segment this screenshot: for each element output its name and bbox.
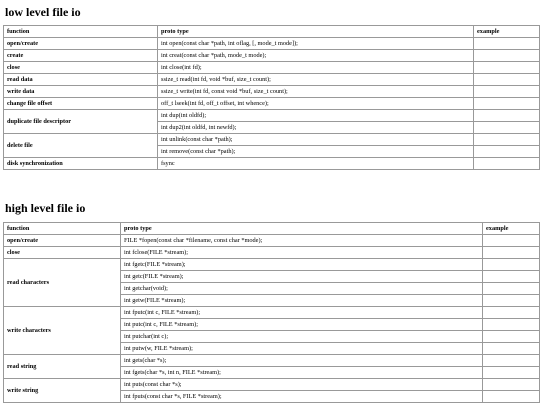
example-cell (483, 307, 540, 319)
prototype-cell: int remove(const char *path); (158, 146, 474, 158)
function-name-cell: open/create (4, 38, 158, 50)
table-row (4, 235, 540, 247)
example-cell (483, 343, 540, 355)
header-row (4, 223, 540, 235)
low-level-io-table (3, 25, 540, 170)
high-level-io-table (3, 222, 540, 403)
prototype-cell: int fputs(const char *s, FILE *stream); (121, 391, 483, 403)
function-name-cell: write data (4, 86, 158, 98)
prototype-cell: int open(const char *path, int oflag, [, mode_t mode]); (158, 38, 474, 50)
section-title-low-level: low level file io (5, 5, 81, 19)
function-name-cell: close (4, 247, 121, 259)
prototype-cell: int puts(const char *s); (121, 379, 483, 391)
section-title-high-level: high level file io (5, 201, 86, 215)
prototype-cell: ssize_t read(int fd, void *buf, size_t count); (158, 74, 474, 86)
function-name-cell: duplicate file descriptor (4, 110, 158, 134)
prototype-cell: int dup2(int oldfd, int newfd); (158, 122, 474, 134)
prototype-cell: ssize_t write(int fd, const void *buf, size_t count); (158, 86, 474, 98)
table-row (4, 247, 540, 259)
header-row (4, 26, 540, 38)
example-cell (474, 74, 540, 86)
example-cell (474, 98, 540, 110)
column-header-proto-type: proto type (121, 223, 483, 235)
prototype-cell: int getc(FILE *stream); (121, 271, 483, 283)
example-cell (483, 319, 540, 331)
prototype-cell: int gets(char *s); (121, 355, 483, 367)
table-body (4, 235, 540, 403)
table-body (4, 38, 540, 170)
table-row (4, 62, 540, 74)
prototype-cell: int fputc(int c, FILE *stream); (121, 307, 483, 319)
function-name-cell: create (4, 50, 158, 62)
example-cell (483, 235, 540, 247)
column-header-example: example (483, 223, 540, 235)
prototype-cell: int putc(int c, FILE *stream); (121, 319, 483, 331)
table-header (4, 223, 540, 235)
example-cell (474, 146, 540, 158)
prototype-cell: int putw(w, FILE *stream); (121, 343, 483, 355)
example-cell (474, 122, 540, 134)
table-row (4, 98, 540, 110)
column-header-proto-type: proto type (158, 26, 474, 38)
example-cell (474, 86, 540, 98)
table-header (4, 26, 540, 38)
column-header-function: function (4, 223, 121, 235)
example-cell (483, 271, 540, 283)
prototype-cell: int getchar(void); (121, 283, 483, 295)
function-name-cell: write string (4, 379, 121, 403)
table-row (4, 158, 540, 170)
column-header-function: function (4, 26, 158, 38)
prototype-cell: int dup(int oldfd); (158, 110, 474, 122)
example-cell (483, 259, 540, 271)
function-name-cell: disk synchronization (4, 158, 158, 170)
example-cell (474, 134, 540, 146)
table-row (4, 38, 540, 50)
function-name-cell: open/create (4, 235, 121, 247)
table-row (4, 110, 540, 122)
example-cell (483, 331, 540, 343)
prototype-cell: int unlink(const char *path); (158, 134, 474, 146)
table-row (4, 355, 540, 367)
prototype-cell: int getw(FILE *stream); (121, 295, 483, 307)
function-name-cell: read string (4, 355, 121, 379)
example-cell (474, 158, 540, 170)
example-cell (483, 283, 540, 295)
column-header-example: example (474, 26, 540, 38)
function-name-cell: change file offset (4, 98, 158, 110)
prototype-cell: int close(int fd); (158, 62, 474, 74)
prototype-cell: int fgets(char *s, int n, FILE *stream); (121, 367, 483, 379)
prototype-cell: FILE *fopen(const char *filename, const char *mode); (121, 235, 483, 247)
prototype-cell: int putchar(int c); (121, 331, 483, 343)
example-cell (483, 247, 540, 259)
example-cell (483, 355, 540, 367)
table-row (4, 379, 540, 391)
table-row (4, 134, 540, 146)
example-cell (483, 379, 540, 391)
table-row (4, 307, 540, 319)
function-name-cell: close (4, 62, 158, 74)
example-cell (483, 367, 540, 379)
example-cell (483, 295, 540, 307)
prototype-cell: fsync (158, 158, 474, 170)
function-name-cell: write characters (4, 307, 121, 355)
example-cell (474, 50, 540, 62)
example-cell (474, 110, 540, 122)
example-cell (483, 391, 540, 403)
table-row (4, 50, 540, 62)
function-name-cell: read characters (4, 259, 121, 307)
prototype-cell: int fgetc(FILE *stream); (121, 259, 483, 271)
example-cell (474, 38, 540, 50)
function-name-cell: read data (4, 74, 158, 86)
prototype-cell: int fclose(FILE *stream); (121, 247, 483, 259)
function-name-cell: delete file (4, 134, 158, 158)
table-row (4, 86, 540, 98)
example-cell (474, 62, 540, 74)
table-row (4, 74, 540, 86)
table-row (4, 259, 540, 271)
prototype-cell: int creat(const char *path, mode_t mode); (158, 50, 474, 62)
prototype-cell: off_t lseek(int fd, off_t offset, int whence); (158, 98, 474, 110)
